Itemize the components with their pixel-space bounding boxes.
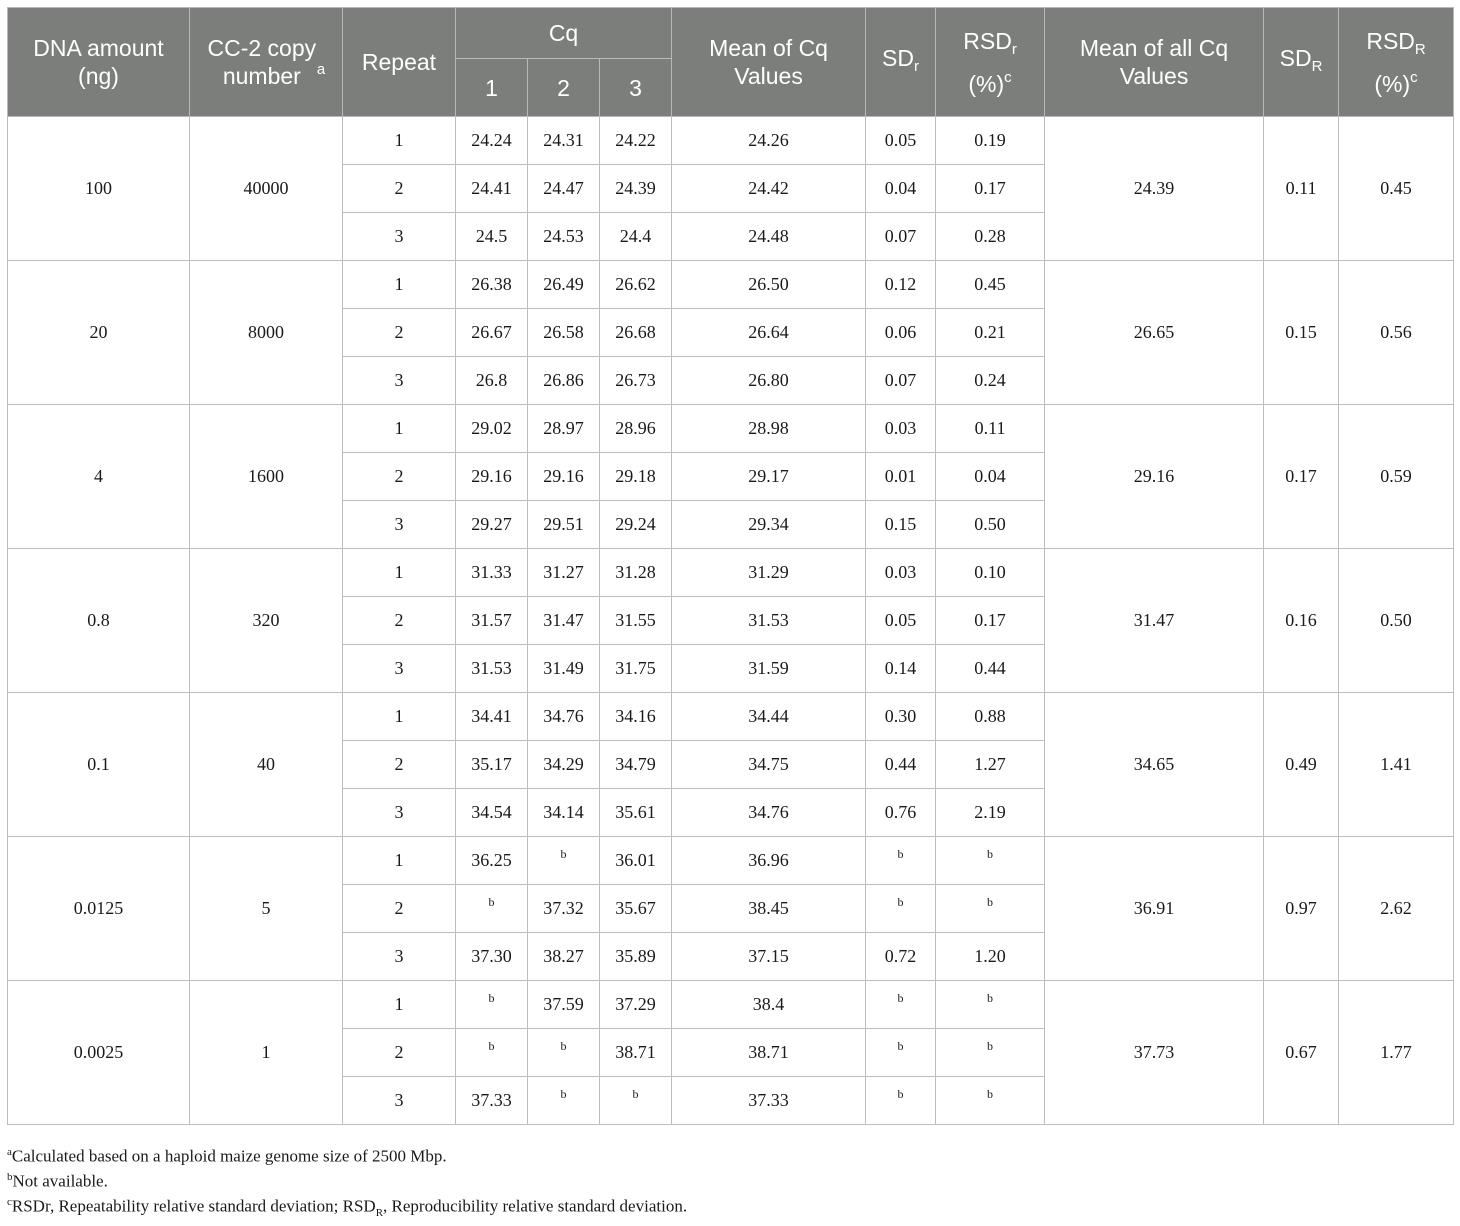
cell-mean-all-cq: 31.47: [1045, 549, 1264, 693]
cell-sdr: 0.05: [866, 597, 936, 645]
footnote-c: $^c$RSDr, Repeatability relative standard deviation; $RSD_R$, Reproducibility relative standard deviation.: [7, 1196, 688, 1220]
cell-cq-1: 24.41: [456, 165, 528, 213]
cell-cq-1: 31.33: [456, 549, 528, 597]
cell-sdr: 0.04: [866, 165, 936, 213]
cell-sdR: 0.17: [1264, 405, 1339, 549]
cell-mean-cq: 34.75: [672, 741, 866, 789]
cell-cq-2: 34.76: [528, 693, 600, 741]
cell-repeat: 3: [343, 501, 456, 549]
cell-sdR: 0.15: [1264, 261, 1339, 405]
cell-cq-3: 35.89: [600, 933, 672, 981]
header-cq-1: 1: [456, 59, 528, 117]
cell-cq-1: 24.5: [456, 213, 528, 261]
cell-cq-2: 26.58: [528, 309, 600, 357]
cell-sdr: 0.01: [866, 453, 936, 501]
footnote-b: $^b$Not available.: [7, 1171, 108, 1191]
header-sdr: $SD_r$: [866, 8, 936, 117]
cell-cq-3: 31.55: [600, 597, 672, 645]
cell-repeat: 2: [343, 453, 456, 501]
table-row: [8, 405, 1454, 453]
cell-mean-cq: 37.15: [672, 933, 866, 981]
cell-rsdr: 1.27: [936, 741, 1045, 789]
cell-cq-1: 29.27: [456, 501, 528, 549]
header-sdR: $SD_R$: [1264, 8, 1339, 117]
cell-mean-cq: 26.50: [672, 261, 866, 309]
cell-cq-1: 31.53: [456, 645, 528, 693]
cell-mean-all-cq: 24.39: [1045, 117, 1264, 261]
cell-mean-all-cq: 36.91: [1045, 837, 1264, 981]
cell-cq-2: 24.53: [528, 213, 600, 261]
cell-repeat: 2: [343, 597, 456, 645]
cell-mean-cq: 26.64: [672, 309, 866, 357]
cell-mean-cq: 38.71: [672, 1029, 866, 1077]
cell-dna-amount: 0.0025: [8, 981, 190, 1125]
cell-mean-cq: 31.59: [672, 645, 866, 693]
cell-rsdr: 0.04: [936, 453, 1045, 501]
cell-cq-3: 31.28: [600, 549, 672, 597]
cell-rsdR: 2.62: [1339, 837, 1454, 981]
cell-dna-amount: 0.1: [8, 693, 190, 837]
cell-repeat: 1: [343, 405, 456, 453]
cell-repeat: 3: [343, 933, 456, 981]
cell-mean-all-cq: 29.16: [1045, 405, 1264, 549]
cell-mean-all-cq: 34.65: [1045, 693, 1264, 837]
cell-rsdr: [936, 1029, 1045, 1077]
cell-repeat: 2: [343, 165, 456, 213]
cell-cq-2: 26.49: [528, 261, 600, 309]
cell-copy-number: 5: [190, 837, 343, 981]
cell-cq-1: 26.67: [456, 309, 528, 357]
cell-repeat: 1: [343, 693, 456, 741]
cell-cq-1: 29.02: [456, 405, 528, 453]
cell-cq-2: 28.97: [528, 405, 600, 453]
cell-rsdR: 0.56: [1339, 261, 1454, 405]
cell-mean-cq: 31.53: [672, 597, 866, 645]
not-available-mark: b: [488, 1039, 495, 1053]
header-copy-number: CC-2 copy number $^a$: [190, 8, 343, 117]
cell-cq-2: 34.14: [528, 789, 600, 837]
cell-rsdr: 0.17: [936, 165, 1045, 213]
cell-cq-3: 38.71: [600, 1029, 672, 1077]
cell-rsdr: 2.19: [936, 789, 1045, 837]
cell-sdr: [866, 885, 936, 933]
cell-copy-number: 40: [190, 693, 343, 837]
cell-cq-3: 28.96: [600, 405, 672, 453]
cell-sdr: 0.76: [866, 789, 936, 837]
not-available-mark: b: [987, 1087, 994, 1101]
cell-repeat: 2: [343, 885, 456, 933]
cell-repeat: 3: [343, 1077, 456, 1125]
cell-repeat: 1: [343, 981, 456, 1029]
cell-rsdr: 0.19: [936, 117, 1045, 165]
cell-rsdR: 0.59: [1339, 405, 1454, 549]
cell-dna-amount: 4: [8, 405, 190, 549]
header-rsdr: $RSD_r$ (%)$^c$: [936, 8, 1045, 117]
table-body: [8, 117, 1454, 1125]
cell-mean-cq: 29.17: [672, 453, 866, 501]
table-row: [8, 549, 1454, 597]
cell-repeat: 2: [343, 309, 456, 357]
not-available-mark: b: [987, 895, 994, 909]
cell-sdR: 0.97: [1264, 837, 1339, 981]
cell-cq-3: 24.22: [600, 117, 672, 165]
cell-cq-1: [456, 885, 528, 933]
cell-cq-1: 26.8: [456, 357, 528, 405]
cell-cq-3: 29.18: [600, 453, 672, 501]
cell-cq-3: 35.67: [600, 885, 672, 933]
cell-cq-1: 26.38: [456, 261, 528, 309]
cell-dna-amount: 20: [8, 261, 190, 405]
not-available-mark: b: [488, 895, 495, 909]
cell-copy-number: 40000: [190, 117, 343, 261]
cell-rsdR: 1.41: [1339, 693, 1454, 837]
cell-rsdr: [936, 981, 1045, 1029]
cell-rsdr: 1.20: [936, 933, 1045, 981]
cell-cq-3: 35.61: [600, 789, 672, 837]
cell-cq-1: 29.16: [456, 453, 528, 501]
cell-copy-number: 1: [190, 981, 343, 1125]
cell-cq-2: 29.16: [528, 453, 600, 501]
cell-cq-3: 24.39: [600, 165, 672, 213]
cell-cq-2: [528, 1077, 600, 1125]
cell-repeat: 1: [343, 117, 456, 165]
cell-cq-1: 36.25: [456, 837, 528, 885]
cell-sdr: 0.03: [866, 405, 936, 453]
header-cq-2: 2: [528, 59, 600, 117]
cell-cq-2: 24.47: [528, 165, 600, 213]
cell-cq-1: 35.17: [456, 741, 528, 789]
cell-sdr: 0.12: [866, 261, 936, 309]
cell-sdR: 0.49: [1264, 693, 1339, 837]
cell-mean-cq: 26.80: [672, 357, 866, 405]
cell-dna-amount: 0.0125: [8, 837, 190, 981]
cell-mean-cq: 36.96: [672, 837, 866, 885]
cell-repeat: 3: [343, 357, 456, 405]
header-mean-all-cq: Mean of all Cq Values: [1045, 8, 1264, 117]
cell-cq-3: 34.79: [600, 741, 672, 789]
cell-sdr: 0.44: [866, 741, 936, 789]
cell-cq-1: 37.30: [456, 933, 528, 981]
not-available-mark: b: [897, 1087, 904, 1101]
cell-cq-3: 29.24: [600, 501, 672, 549]
cell-cq-3: 26.62: [600, 261, 672, 309]
not-available-mark: b: [987, 991, 994, 1005]
cell-cq-3: 37.29: [600, 981, 672, 1029]
cell-cq-1: 24.24: [456, 117, 528, 165]
not-available-mark: b: [897, 895, 904, 909]
cell-sdr: 0.14: [866, 645, 936, 693]
cell-sdR: 0.67: [1264, 981, 1339, 1125]
table-row: [8, 117, 1454, 165]
cell-cq-2: 34.29: [528, 741, 600, 789]
header-cq: Cq: [456, 8, 672, 59]
not-available-mark: b: [987, 847, 994, 861]
cell-copy-number: 320: [190, 549, 343, 693]
not-available-mark: b: [897, 991, 904, 1005]
cell-cq-2: [528, 1029, 600, 1077]
cell-repeat: 1: [343, 549, 456, 597]
cell-cq-3: [600, 1077, 672, 1125]
cell-repeat: 1: [343, 261, 456, 309]
cell-mean-cq: 38.4: [672, 981, 866, 1029]
cell-mean-cq: 34.76: [672, 789, 866, 837]
cq-results-table: [7, 7, 1454, 1125]
table-row: [8, 837, 1454, 885]
cell-mean-cq: 34.44: [672, 693, 866, 741]
cell-cq-1: 37.33: [456, 1077, 528, 1125]
cell-cq-2: 29.51: [528, 501, 600, 549]
cell-rsdr: 0.88: [936, 693, 1045, 741]
table-row: [8, 261, 1454, 309]
not-available-mark: b: [560, 847, 567, 861]
cell-sdR: 0.16: [1264, 549, 1339, 693]
cell-mean-cq: 29.34: [672, 501, 866, 549]
cell-repeat: 1: [343, 837, 456, 885]
not-available-mark: b: [632, 1087, 639, 1101]
cell-cq-1: 31.57: [456, 597, 528, 645]
cell-cq-1: 34.54: [456, 789, 528, 837]
cell-repeat: 2: [343, 1029, 456, 1077]
table-row: [8, 981, 1454, 1029]
cell-rsdr: 0.24: [936, 357, 1045, 405]
cell-cq-3: 26.73: [600, 357, 672, 405]
footnote-a: $^a$Calculated based on a haploid maize genome size of 2500 Mbp.: [7, 1146, 447, 1166]
cell-mean-all-cq: 26.65: [1045, 261, 1264, 405]
cell-dna-amount: 0.8: [8, 549, 190, 693]
cell-mean-cq: 31.29: [672, 549, 866, 597]
cell-cq-2: 31.27: [528, 549, 600, 597]
cell-rsdR: 0.45: [1339, 117, 1454, 261]
cell-rsdr: 0.44: [936, 645, 1045, 693]
not-available-mark: b: [897, 1039, 904, 1053]
cell-cq-2: 38.27: [528, 933, 600, 981]
not-available-mark: b: [560, 1087, 567, 1101]
cell-mean-cq: 28.98: [672, 405, 866, 453]
cell-sdr: 0.07: [866, 357, 936, 405]
cell-sdr: [866, 837, 936, 885]
cell-cq-2: 37.59: [528, 981, 600, 1029]
cell-cq-2: 37.32: [528, 885, 600, 933]
cell-rsdr: [936, 1077, 1045, 1125]
cell-repeat: 3: [343, 645, 456, 693]
cell-rsdR: 0.50: [1339, 549, 1454, 693]
cell-cq-3: 24.4: [600, 213, 672, 261]
cell-cq-1: [456, 1029, 528, 1077]
cell-sdr: 0.30: [866, 693, 936, 741]
header-repeat: Repeat: [343, 8, 456, 117]
cell-rsdr: 0.17: [936, 597, 1045, 645]
cell-repeat: 3: [343, 213, 456, 261]
cell-rsdr: 0.10: [936, 549, 1045, 597]
cell-cq-2: [528, 837, 600, 885]
table-footnotes: [7, 1140, 688, 1220]
cell-mean-cq: 24.26: [672, 117, 866, 165]
table-row: [8, 693, 1454, 741]
cell-rsdR: 1.77: [1339, 981, 1454, 1125]
cell-repeat: 2: [343, 741, 456, 789]
cell-sdr: 0.03: [866, 549, 936, 597]
cell-cq-1: 34.41: [456, 693, 528, 741]
cell-sdr: [866, 1029, 936, 1077]
header-dna-amount: DNA amount (ng): [8, 8, 190, 117]
cell-sdr: 0.15: [866, 501, 936, 549]
cell-mean-cq: 37.33: [672, 1077, 866, 1125]
cell-rsdr: 0.11: [936, 405, 1045, 453]
cell-rsdr: 0.45: [936, 261, 1045, 309]
cell-sdr: [866, 1077, 936, 1125]
cell-sdr: 0.05: [866, 117, 936, 165]
not-available-mark: b: [560, 1039, 567, 1053]
cell-rsdr: [936, 885, 1045, 933]
cell-rsdr: 0.21: [936, 309, 1045, 357]
header-mean-cq: Mean of Cq Values: [672, 8, 866, 117]
cell-dna-amount: 100: [8, 117, 190, 261]
cell-copy-number: 8000: [190, 261, 343, 405]
cell-sdr: 0.07: [866, 213, 936, 261]
cell-copy-number: 1600: [190, 405, 343, 549]
cell-sdr: 0.72: [866, 933, 936, 981]
table-header: [8, 8, 1454, 117]
not-available-mark: b: [897, 847, 904, 861]
cell-rsdr: [936, 837, 1045, 885]
cell-rsdr: 0.50: [936, 501, 1045, 549]
cell-cq-2: 26.86: [528, 357, 600, 405]
cell-sdr: [866, 981, 936, 1029]
not-available-mark: b: [987, 1039, 994, 1053]
header-rsdR: $RSD_R$ (%)$^c$: [1339, 8, 1454, 117]
cell-mean-cq: 38.45: [672, 885, 866, 933]
not-available-mark: b: [488, 991, 495, 1005]
cell-cq-2: 24.31: [528, 117, 600, 165]
header-cq-3: 3: [600, 59, 672, 117]
cell-cq-2: 31.47: [528, 597, 600, 645]
cell-rsdr: 0.28: [936, 213, 1045, 261]
cell-cq-3: 31.75: [600, 645, 672, 693]
cell-mean-cq: 24.42: [672, 165, 866, 213]
cell-sdr: 0.06: [866, 309, 936, 357]
cell-cq-3: 36.01: [600, 837, 672, 885]
cell-cq-3: 34.16: [600, 693, 672, 741]
cell-mean-all-cq: 37.73: [1045, 981, 1264, 1125]
cell-cq-2: 31.49: [528, 645, 600, 693]
cell-cq-1: [456, 981, 528, 1029]
cell-mean-cq: 24.48: [672, 213, 866, 261]
cell-sdR: 0.11: [1264, 117, 1339, 261]
cell-repeat: 3: [343, 789, 456, 837]
cell-cq-3: 26.68: [600, 309, 672, 357]
